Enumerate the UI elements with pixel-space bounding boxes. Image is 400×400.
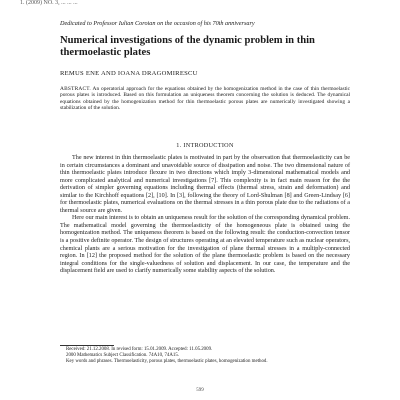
abstract xyxy=(60,86,350,112)
body-text xyxy=(60,155,350,276)
section-heading: 1. INTRODUCTION xyxy=(176,142,234,149)
footnote-msc: 2000 Mathematics Subject Classification. 74A10, 74A15. xyxy=(66,353,180,359)
dedication: Dedicated to Professor Iulian Coroian on the occasion of his 70th anniversary xyxy=(60,20,255,27)
paper-title: Numerical investigations of the dynamic problem in thin thermoelastic plates xyxy=(60,35,315,58)
footnotes xyxy=(60,347,350,366)
page-number: 599 xyxy=(196,388,204,393)
paragraph: The new interest in thin thermoelastic plates is motivated in part by the observation that thermoelasticity can be in certain circumstances a dominant and unavoidable source of dissipation and noise. The two dimensional nature of thin thermoelastic plates introduce flexure in two directions which imply 3-dimensional mathematical models and more complicated analytical and numerical investigations [7]. This complexity is in fact main reason for the the derivation of simpler governing equations including thermal effects (thermal stress, strain and deformation) and similar to the Kirchhoff equations [2], [10]. In [3], following the theory of Lord-Shulman [8] and Green-Lindsay [6] for thermoelastic plates, numerical evaluations on the thermal stresses in a thin porous plate due to the radiations of a thermal source are given. xyxy=(60,155,350,214)
footnote-received: Received: 21.12.2008. In revised form: 15.01.2009. Accepted: 11.05.2009. xyxy=(66,347,213,352)
footnote-rule xyxy=(60,345,114,346)
running-head: 1. (2009) NO. 3, ... ... ... xyxy=(20,0,78,6)
authors: REMUS ENE AND IOANA DRAGOMIRESCU xyxy=(60,70,198,77)
abstract-label: ABSTRACT. xyxy=(60,86,91,92)
abstract-text: An operatorial approach for the equations obtained by the homogenization method in the case of thin thermoelastic porous plates is introduced. Based on this formulation an uniqueness theorem concerning the solution is deduced. The dynamical equations obtained by the homogenization method for thin thermoelastic porous plates are numerically investigated showing a stabilization of the solution. xyxy=(60,86,350,112)
footnote-keywords: Key words and phrases. Thermoelasticity, porous plates, thermoelastic plates, homogenization method. xyxy=(66,359,268,365)
paragraph: Here our main interest is to obtain an uniqueness result for the solution of the corresponding dynamical problem. The mathematical model governing the thermoelasticity of the homogeneous plate is obtained using the homogenization method. The uniqueness theorem is based on the following result: the conduction-convection tensor is a positive definite operator. The design of structures operating at an elevated temperature such as nuclear operators, chemical plants are a serious motivation for the investigation of plane thermal stresses in a multiply-connected region. In [12] the proposed method for the solution of the plane thermoelastic problem is based on the necessary integral conditions for the single-valuedness of solution and displacement. In our case, the temperature and the displacement field are used to clarify numerically some stability aspects of the solution. xyxy=(60,215,350,275)
